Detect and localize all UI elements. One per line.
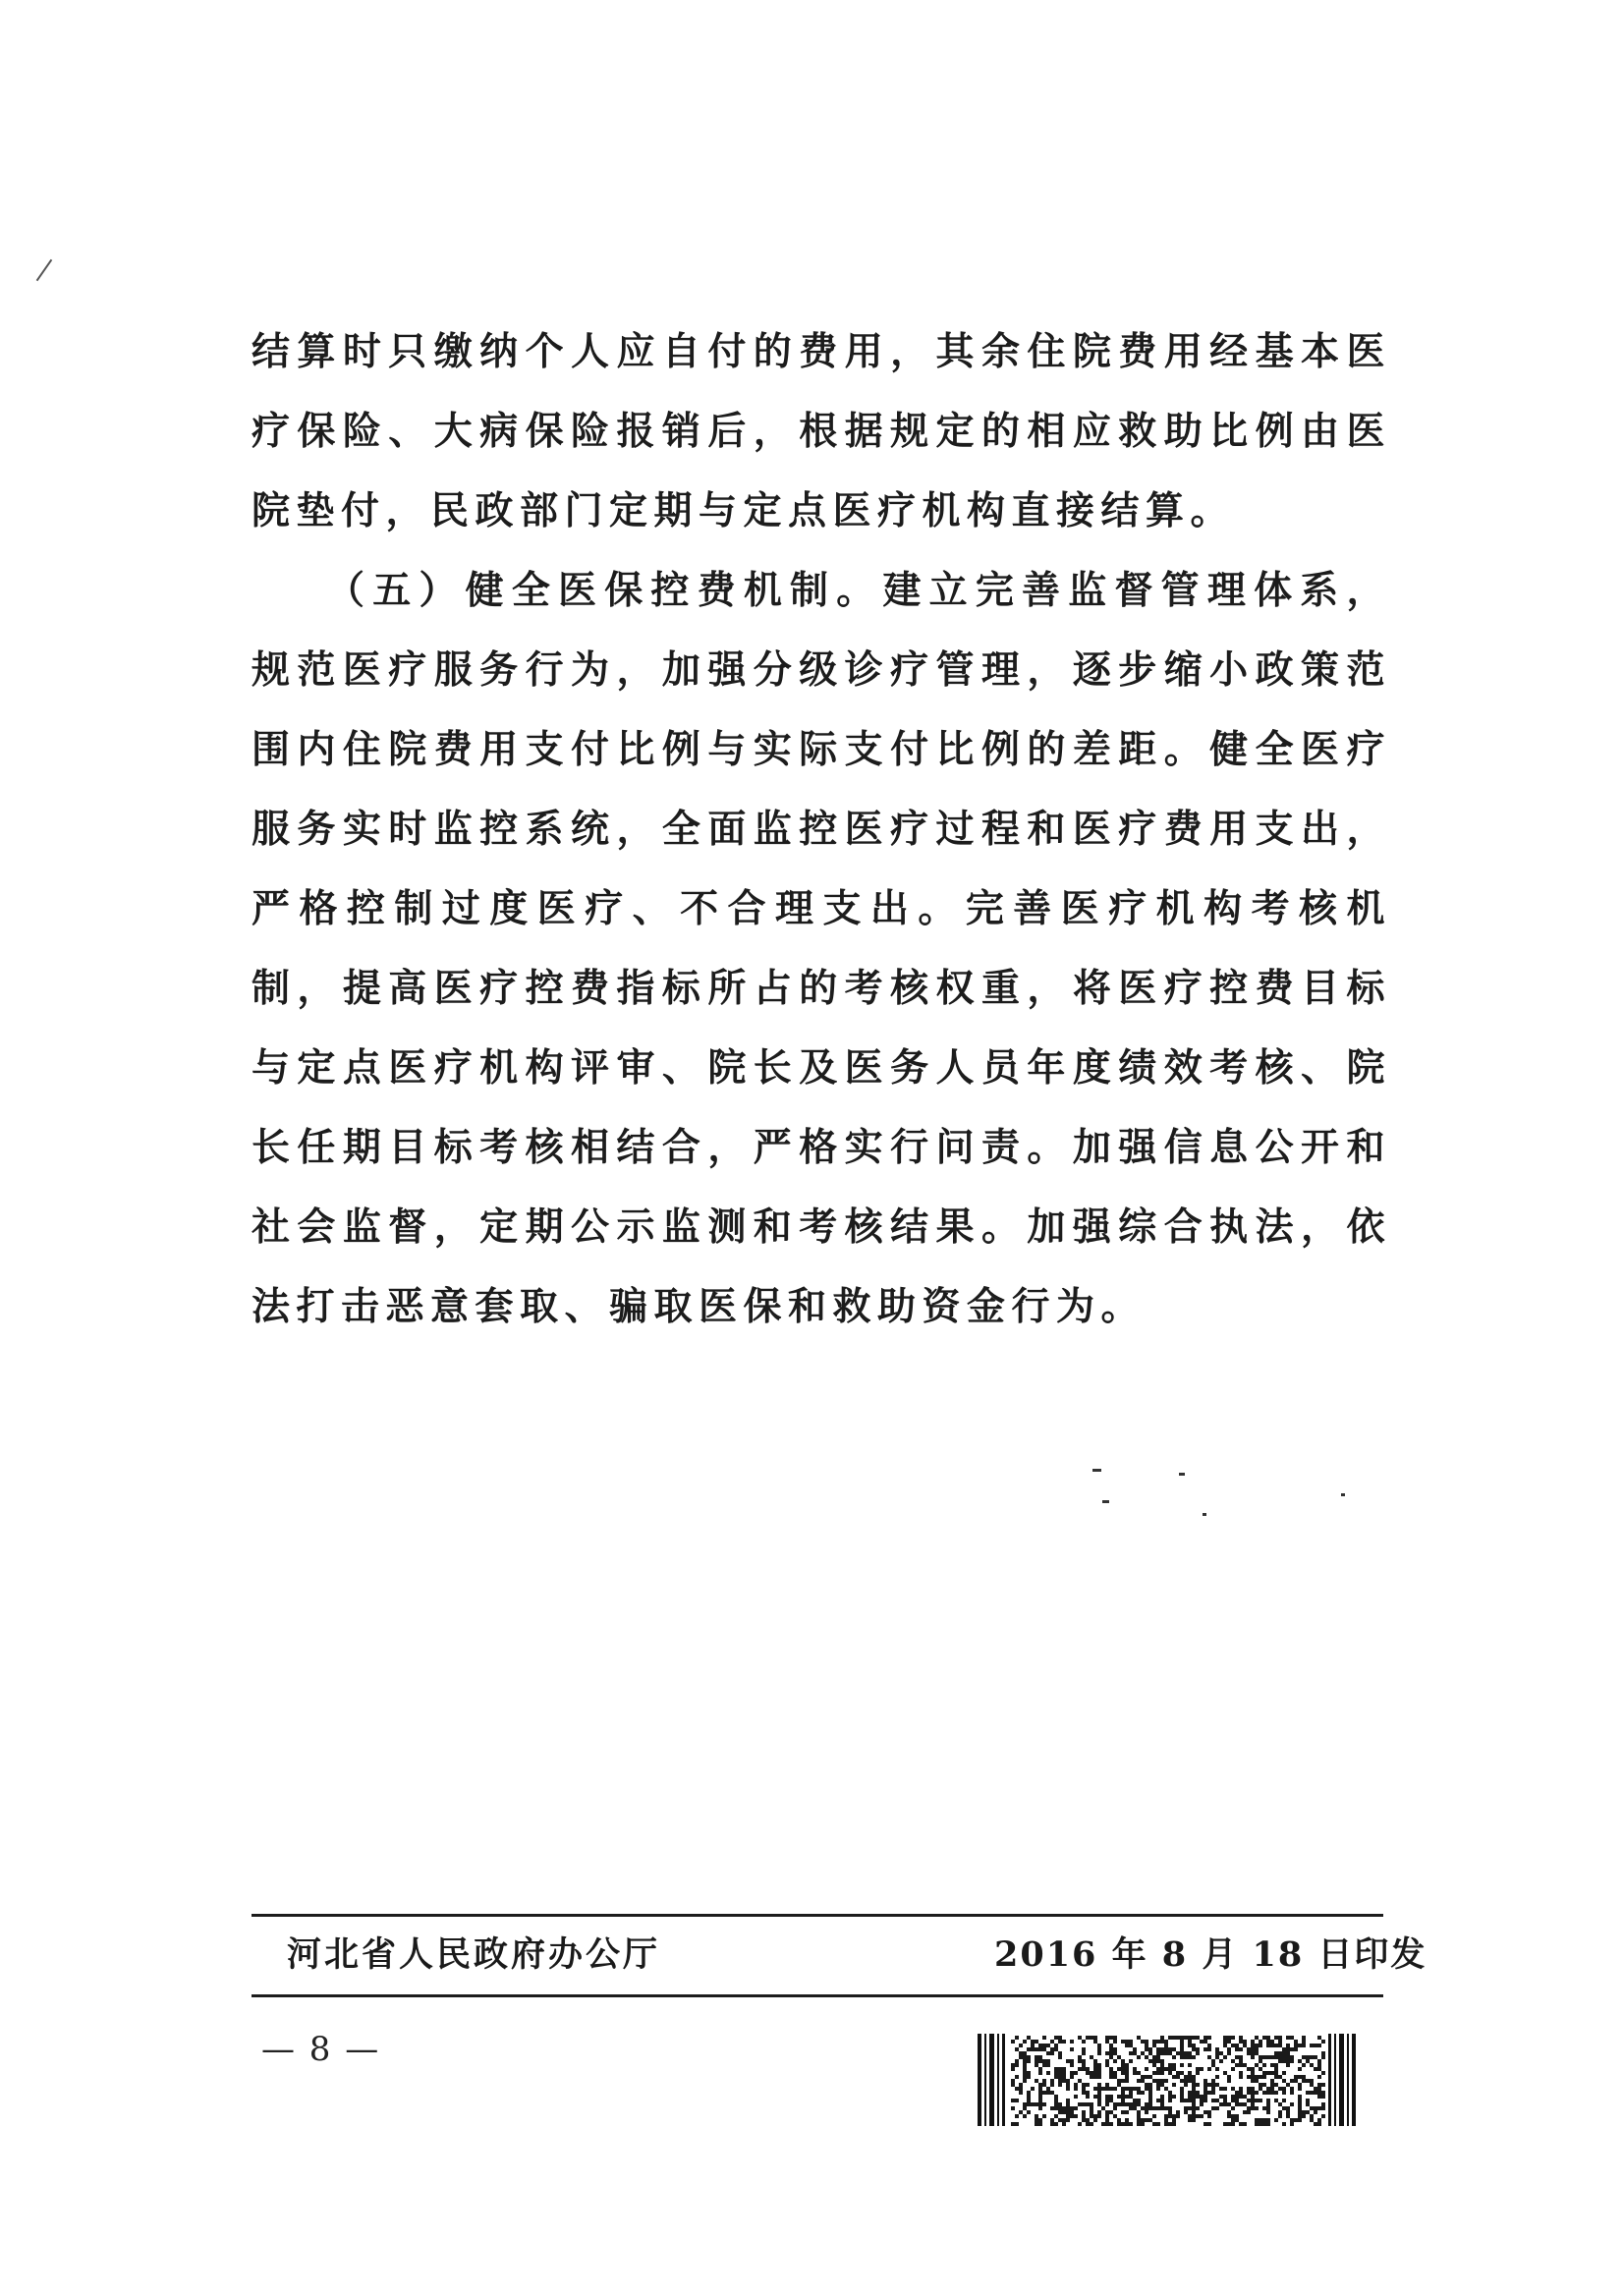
scan-artifact	[36, 259, 53, 281]
footer-issuer: 河北省人民政府办公厅	[287, 1934, 661, 1975]
paragraph-cost-control: （五）健全医保控费机制。建立完善监督管理体系，规范医疗服务行为，加强分级诊疗管理，逐步缩小政策范围内住院费用支付比例与实际支付比例的差距。健全医疗服务实时监控系统，全面监控医疗过程和医疗费用支出，严格控制过度医疗、不合理支出。完善医疗机构考核机制，提高医疗控费指标所占的考核权重，将医疗控费目标与定点医疗机构评审、院长及医务人员年度绩效考核、院长任期目标考核相结合，严格实行问责。加强信息公开和社会监督，定期公示监测和考核结果。加强综合执法，依法打击恶意套取、骗取医保和救助资金行为。	[252, 568, 1391, 1329]
document-body	[252, 312, 1391, 1347]
footer-print-date: 2016 年 8 月 18 日印发	[994, 1934, 1427, 1975]
barcode-icon	[978, 2034, 1356, 2126]
scan-speck	[1179, 1473, 1185, 1476]
scan-speck	[1341, 1493, 1345, 1496]
page-number: — 8 —	[261, 2030, 381, 2069]
scan-speck	[1102, 1500, 1109, 1503]
scan-speck	[1092, 1469, 1101, 1472]
paragraph-settlement: 结算时只缴纳个人应自付的费用，其余住院费用经基本医疗保险、大病保险报销后，根据规定的相应救助比例由医院垫付，民政部门定期与定点医疗机构直接结算。	[252, 329, 1391, 533]
footer-rule-top	[252, 1914, 1383, 1917]
footer-rule-bottom	[252, 1994, 1383, 1997]
scan-speck	[1203, 1513, 1206, 1516]
